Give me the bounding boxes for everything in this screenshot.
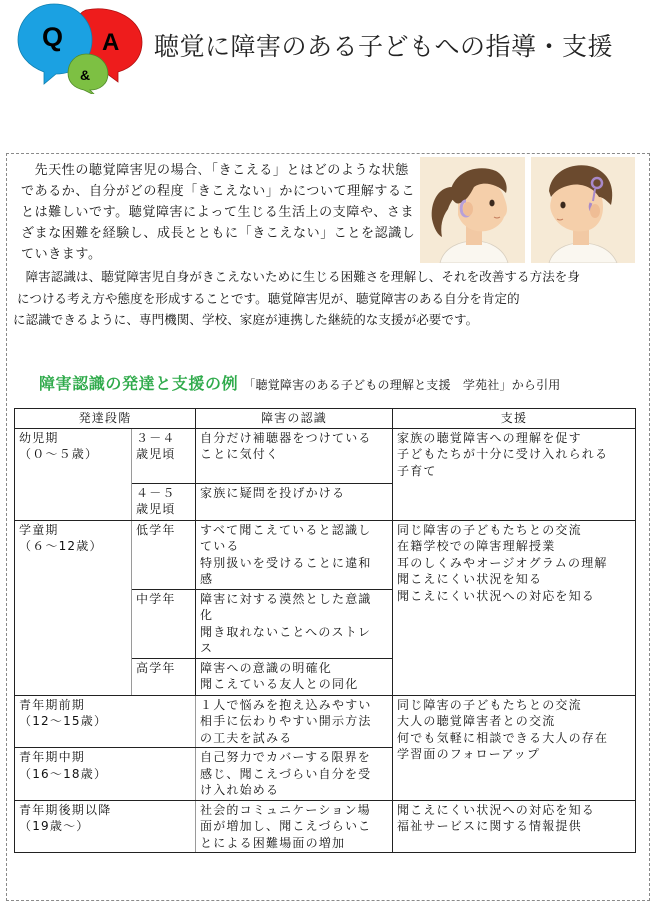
support-cell [393,428,636,520]
support-text: 聞こえにくい状況への対応を知る [397,588,596,603]
recognition-cell [196,483,393,520]
stage-cell [15,520,132,695]
recognition-text: 聞き取れないことへのストレ [200,624,372,639]
stage-age: （０～５歳） [19,447,99,461]
table-row [15,428,636,483]
column-header-support: 支援 [393,409,636,429]
recognition-cell [196,428,393,483]
support-text: 大人の聴覚障害者との交流 [397,714,556,728]
table-header-row [15,409,636,429]
intro-paragraph-1: 先天性の聴覚障害児の場合､「きこえる」とはどのような状態であるか、自分がどの程度「きこえない」かについて理解することは難しいです。聴覚障害によって生じる生活上の支障や、さまざまな困難を経験し、成長とともに「きこえない」ことを認識していきます。 [21,163,416,262]
support-text: 福祉サービスに関する情報提供 [397,819,582,833]
recognition-text: 特別扱いを受けることに違和 [200,555,372,570]
support-text: 家族の聴覚障害への理解を促す [397,430,582,445]
table-row [15,695,636,748]
boy-portrait-image [531,157,636,263]
page-title: 聴覚に障害のある子どもへの指導・支援 [154,32,614,61]
stage-label: 幼児期 [19,430,59,445]
recognition-text: ことに気付く [200,447,280,461]
substage-text: ４－５ [136,485,176,500]
recognition-text: すべて聞こえていると認識し [200,522,372,537]
recognition-text: とによる困難場面の増加 [200,835,346,850]
intro-paragraph-2 [13,266,649,331]
recognition-cell [196,748,393,801]
recognition-text: 化 [200,608,214,622]
recognition-text: ている [200,539,240,553]
recognition-text: １人で悩みを抱え込みやすい [200,697,372,712]
support-text: 何でも気軽に相談できる大人の存在 [397,730,609,745]
substage-cell [132,520,196,589]
girl-portrait-image [420,157,525,263]
recognition-cell [196,800,393,853]
column-header-stage: 発達段階 [15,409,196,429]
development-support-table [14,408,636,853]
recognition-text: け入れ始める [200,783,280,797]
stage-cell [15,695,196,748]
substage-cell [132,483,196,520]
substage-text: ３－４ [136,430,176,445]
substage-text: 中学年 [136,591,176,606]
recognition-cell [196,658,393,695]
support-text: 子育て [397,463,437,478]
substage-text: 低学年 [136,522,176,537]
stage-age: （16～18歳） [19,766,108,781]
intro-paragraph-2-line: に認識できるように、専門機関、学校、家庭が連携した継続的な支援が必要です。 [13,312,479,327]
support-text: 聞こえにくい状況を知る [397,572,543,586]
substage-cell [132,589,196,658]
recognition-cell [196,695,393,748]
recognition-cell [196,589,393,658]
stage-age: （19歳～） [19,819,90,833]
recognition-text: 家族に疑問を投げかける [200,485,346,500]
recognition-text: の工夫を試みる [200,730,293,745]
recognition-text: 感 [200,572,214,586]
substage-text: 高学年 [136,660,176,675]
section-title: 障害認識の発達と支援の例 [39,374,239,393]
recognition-text: 自分だけ補聴器をつけている [200,430,372,445]
recognition-text: 相手に伝わりやすい開示方法 [200,714,372,728]
page-header [0,0,657,100]
section-heading [39,371,561,394]
logo-q: Q [42,22,64,52]
stage-label: 青年期前期 [19,697,86,712]
recognition-text: ス [200,641,214,655]
support-text: 在籍学校での障害理解授業 [397,539,556,553]
recognition-text: 聞こえている友人との同化 [200,677,359,691]
substage-cell [132,428,196,483]
substage-cell [132,658,196,695]
recognition-text: 感じ、聞こえづらい自分を受 [200,766,372,781]
substage-text: 歳児頃 [136,447,176,461]
support-text: 学習面のフォローアップ [397,747,541,761]
support-text: 同じ障害の子どもたちとの交流 [397,697,582,712]
qa-logo-icon [14,2,144,94]
content-frame [6,153,650,901]
stage-cell [15,428,132,520]
recognition-text: 社会的コミュニケーション場 [200,802,371,817]
support-cell [393,800,636,853]
column-header-recognition: 障害の認識 [196,409,393,429]
recognition-text: 障害への意識の明確化 [200,660,333,675]
stage-age: （６～12歳） [19,539,103,553]
substage-text: 歳児頃 [136,502,176,516]
logo-amp: & [80,67,91,83]
table-row [15,520,636,589]
section-citation: 「聴覚障害のある子どもの理解と支援 学苑社」から引用 [243,378,561,392]
stage-cell [15,800,196,853]
intro-paragraph-2-line: につける考え方や態度を形成することです。聴覚障害児が、聴覚障害のある自分を肯定的 [17,290,520,306]
recognition-cell [196,520,393,589]
logo-a: A [102,29,120,56]
support-text: 同じ障害の子どもたちとの交流 [397,522,582,537]
recognition-text: 自己努力でカバーする限界を [200,750,372,764]
support-cell [393,695,636,800]
stage-cell [15,748,196,801]
stage-label: 学童期 [19,522,59,537]
support-text: 子どもたちが十分に受け入れられる [397,447,609,461]
recognition-text: 面が増加し、聞こえづらいこ [200,819,372,833]
illustration-pair [420,157,635,263]
stage-label: 青年期後期以降 [19,802,112,817]
stage-age: （12～15歳） [19,714,108,728]
recognition-text: 障害に対する漠然とした意識 [200,591,372,606]
table-row [15,800,636,853]
support-cell [393,520,636,695]
support-text: 耳のしくみやオージオグラムの理解 [397,555,608,570]
support-text: 聞こえにくい状況への対応を知る [397,802,596,817]
stage-label: 青年期中期 [19,750,86,764]
intro-paragraph-2-line: 障害認識は、聴覚障害児自身がきこえないために生じる困難さを理解し、それを改善する方法を身 [13,269,581,284]
